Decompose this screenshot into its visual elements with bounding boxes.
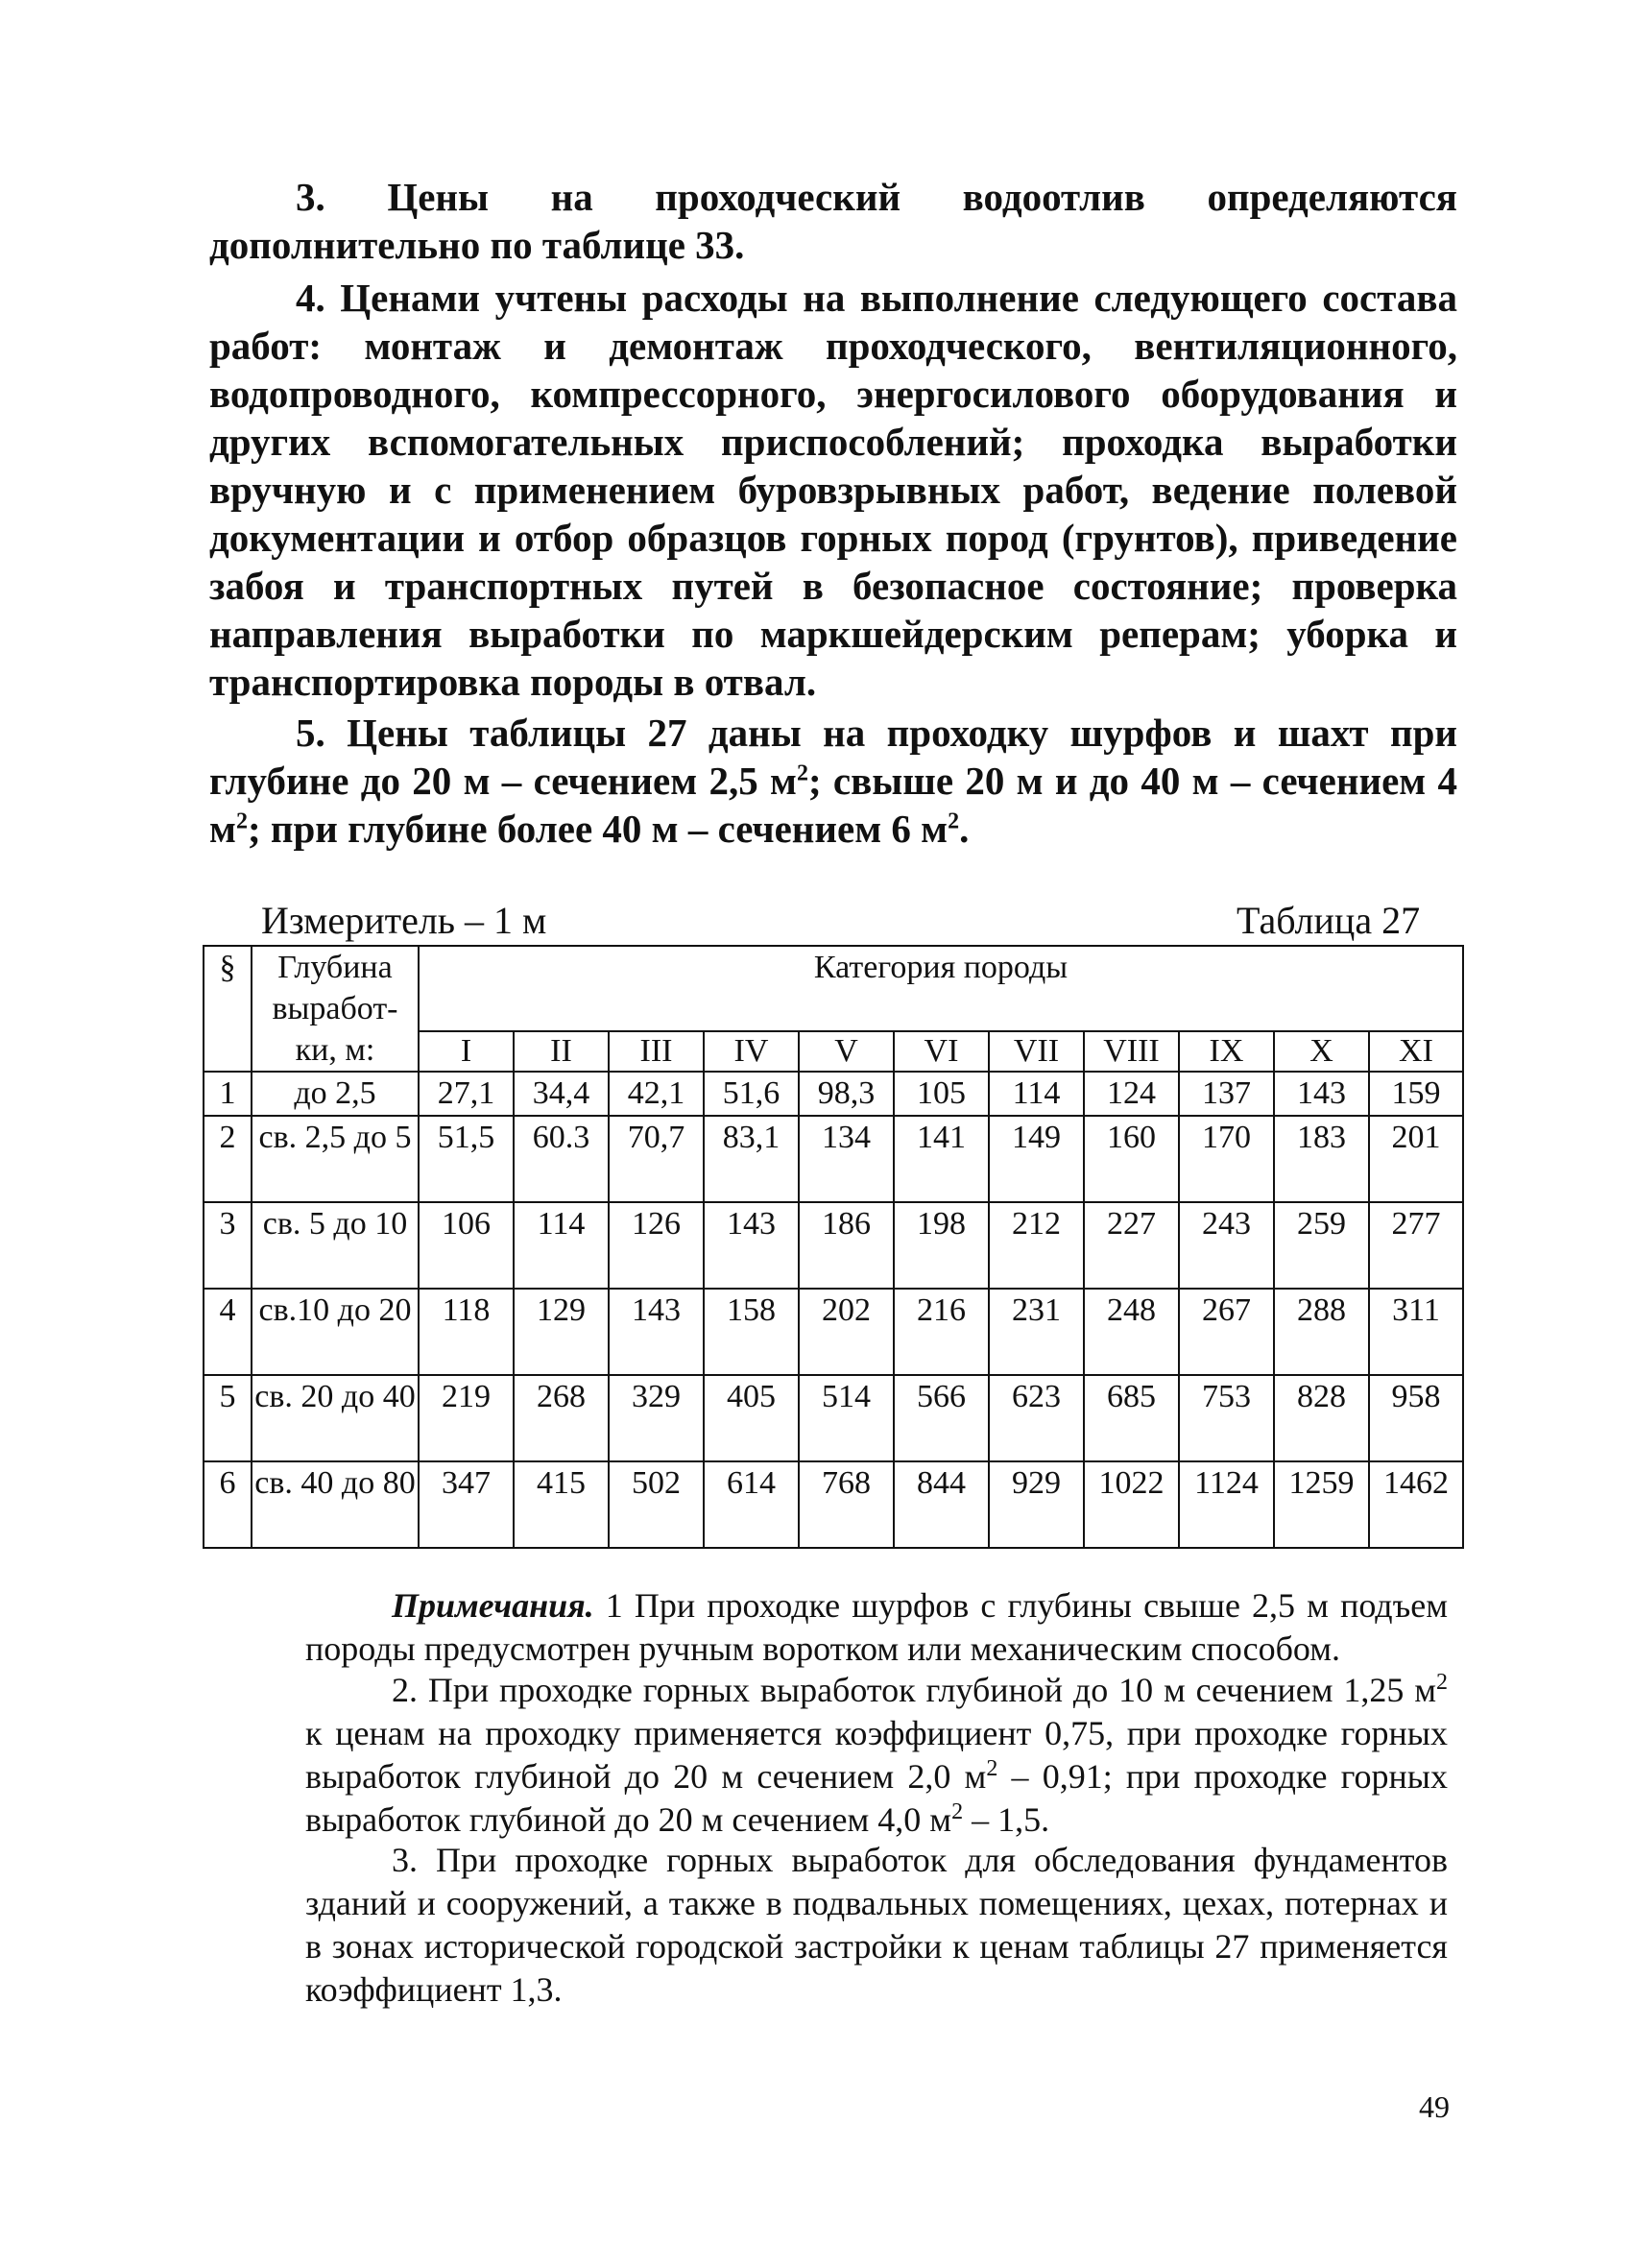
superscript: 2: [235, 808, 248, 834]
price-cell: 129: [514, 1289, 609, 1375]
category-iv: IV: [704, 1031, 799, 1072]
notes-title: Примечания.: [392, 1586, 594, 1625]
row-depth: св. 20 до 40: [252, 1375, 419, 1461]
category-iii: III: [609, 1031, 704, 1072]
category-ii: II: [514, 1031, 609, 1072]
price-cell: 1022: [1084, 1461, 1179, 1548]
note-1: [305, 1584, 1448, 1671]
table-row: [204, 1202, 1463, 1289]
note-2-part-c: – 0,91; при проходке горных выработок глубиной до 20 м сечением 4,0 м: [305, 1757, 1448, 1839]
table-number-caption: Таблица 27: [1237, 899, 1421, 942]
price-cell: 141: [894, 1116, 989, 1202]
row-index: 1: [204, 1072, 252, 1116]
price-cell: 329: [609, 1375, 704, 1461]
price-cell: 201: [1369, 1116, 1463, 1202]
row-depth: св. 5 до 10: [252, 1202, 419, 1289]
note-1-text: 1 При проходке шурфов с глубины свыше 2,5 м подъем породы предусмотрен ручным воротком или механическим способом.: [305, 1586, 1448, 1668]
row-index: 2: [204, 1116, 252, 1202]
price-cell: 347: [419, 1461, 514, 1548]
price-cell: 267: [1179, 1289, 1274, 1375]
price-cell: 159: [1369, 1072, 1463, 1116]
category-vii: VII: [989, 1031, 1084, 1072]
price-cell: 183: [1274, 1116, 1369, 1202]
header-index: §: [204, 946, 252, 1072]
price-cell: 216: [894, 1289, 989, 1375]
table-row: [204, 1461, 1463, 1548]
paragraph-5-part-a: 5. Цены таблицы 27 даны на проходку шурфов и шахт при глубине до 20 м – сечением 2,5 м: [209, 711, 1457, 803]
price-cell: 114: [514, 1202, 609, 1289]
price-cell: 137: [1179, 1072, 1274, 1116]
price-cell: 60.3: [514, 1116, 609, 1202]
price-cell: 219: [419, 1375, 514, 1461]
row-index: 6: [204, 1461, 252, 1548]
price-cell: 186: [799, 1202, 894, 1289]
price-cell: 502: [609, 1461, 704, 1548]
category-i: I: [419, 1031, 514, 1072]
note-3: 3. При проходке горных выработок для обследования фундаментов зданий и сооружений, а также в подвальных помещениях, цехах, потернах и в зонах исторической городской застройки к ценам таблицы 27 применяется коэффициент 1,3.: [305, 1841, 1448, 2009]
superscript: 2: [951, 1799, 964, 1824]
price-cell: 170: [1179, 1116, 1274, 1202]
price-cell: 143: [609, 1289, 704, 1375]
price-cell: 929: [989, 1461, 1084, 1548]
price-cell: 753: [1179, 1375, 1274, 1461]
table-header-row: [204, 946, 1463, 1031]
price-cell: 227: [1084, 1202, 1179, 1289]
price-cell: 268: [514, 1375, 609, 1461]
price-cell: 768: [799, 1461, 894, 1548]
price-cell: 42,1: [609, 1072, 704, 1116]
price-cell: 1462: [1369, 1461, 1463, 1548]
price-cell: 118: [419, 1289, 514, 1375]
price-cell: 958: [1369, 1375, 1463, 1461]
paragraph-5-part-c: ; при глубине более 40 м – сечением 6 м: [247, 807, 949, 851]
price-cell: 288: [1274, 1289, 1369, 1375]
price-cell: 149: [989, 1116, 1084, 1202]
row-index: 5: [204, 1375, 252, 1461]
paragraph-5-part-d: .: [959, 807, 970, 851]
price-cell: 114: [989, 1072, 1084, 1116]
table-row: [204, 1375, 1463, 1461]
category-viii: VIII: [1084, 1031, 1179, 1072]
table-row: [204, 1072, 1463, 1116]
page-number: 49: [1419, 2089, 1450, 2124]
header-depth: Глубина выработ-ки, м:: [252, 946, 419, 1072]
price-cell: 623: [989, 1375, 1084, 1461]
price-cell: 514: [799, 1375, 894, 1461]
paragraph-5-part-b: ; свыше 20 м и до 40 м – сечением 4 м: [209, 759, 1457, 851]
price-cell: 311: [1369, 1289, 1463, 1375]
table-unit-caption: Измеритель – 1 м: [261, 899, 547, 942]
price-cell: 202: [799, 1289, 894, 1375]
price-cell: 134: [799, 1116, 894, 1202]
category-ix: IX: [1179, 1031, 1274, 1072]
row-depth: св.10 до 20: [252, 1289, 419, 1375]
category-v: V: [799, 1031, 894, 1072]
price-cell: 160: [1084, 1116, 1179, 1202]
price-cell: 51,6: [704, 1072, 799, 1116]
price-cell: 212: [989, 1202, 1084, 1289]
table-row: [204, 1116, 1463, 1202]
superscript: 2: [796, 760, 808, 786]
price-cell: 158: [704, 1289, 799, 1375]
price-cell: 27,1: [419, 1072, 514, 1116]
paragraph-3: 3. Цены на проходческий водоотлив определяются дополнительно по таблице 33.: [209, 175, 1457, 267]
row-depth: св. 40 до 80: [252, 1461, 419, 1548]
price-cell: 105: [894, 1072, 989, 1116]
price-cell: 198: [894, 1202, 989, 1289]
price-cell: 143: [1274, 1072, 1369, 1116]
note-2-part-b: к ценам на проходку применяется коэффициент 0,75, при проходке горных выработок глубиной до 20 м сечением 2,0 м: [305, 1714, 1448, 1796]
superscript: 2: [986, 1756, 998, 1781]
category-x: X: [1274, 1031, 1369, 1072]
price-cell: 405: [704, 1375, 799, 1461]
superscript: 2: [948, 808, 960, 834]
price-cell: 83,1: [704, 1116, 799, 1202]
price-cell: 124: [1084, 1072, 1179, 1116]
price-cell: 259: [1274, 1202, 1369, 1289]
note-2: [305, 1669, 1448, 1842]
price-cell: 844: [894, 1461, 989, 1548]
table-row: [204, 1289, 1463, 1375]
header-category: Категория породы: [419, 946, 1463, 1031]
row-depth: св. 2,5 до 5: [252, 1116, 419, 1202]
price-cell: 51,5: [419, 1116, 514, 1202]
table-body: [204, 946, 1463, 1548]
superscript: 2: [1436, 1670, 1448, 1695]
row-index: 4: [204, 1289, 252, 1375]
price-cell: 614: [704, 1461, 799, 1548]
category-xi: XI: [1369, 1031, 1463, 1072]
price-cell: 70,7: [609, 1116, 704, 1202]
price-cell: 685: [1084, 1375, 1179, 1461]
price-cell: 34,4: [514, 1072, 609, 1116]
price-cell: 243: [1179, 1202, 1274, 1289]
paragraph-4: 4. Ценами учтены расходы на выполнение следующего состава работ: монтаж и демонтаж проходческого, вентиляционного, водопроводного, компрессорного, энергосилового оборудования и других вспомогательных приспособлений; проходка выработки вручную и с применением буровзрывных работ, ведение полевой документации и отбор образцов горных пород (грунтов), приведение забоя и транспортных путей в безопасное состояние; проверка направления выработки по маркшейдерским реперам; уборка и транспортировка породы в отвал.: [209, 276, 1457, 704]
price-cell: 415: [514, 1461, 609, 1548]
price-table-27: [203, 945, 1464, 1549]
paragraph-5: [209, 709, 1457, 853]
price-cell: 143: [704, 1202, 799, 1289]
price-cell: 126: [609, 1202, 704, 1289]
price-cell: 1124: [1179, 1461, 1274, 1548]
price-cell: 566: [894, 1375, 989, 1461]
price-cell: 1259: [1274, 1461, 1369, 1548]
row-depth: до 2,5: [252, 1072, 419, 1116]
row-index: 3: [204, 1202, 252, 1289]
note-2-part-d: – 1,5.: [963, 1800, 1050, 1839]
price-cell: 248: [1084, 1289, 1179, 1375]
price-cell: 277: [1369, 1202, 1463, 1289]
note-2-part-a: 2. При проходке горных выработок глубиной до 10 м сечением 1,25 м: [392, 1671, 1436, 1709]
price-cell: 231: [989, 1289, 1084, 1375]
category-vi: VI: [894, 1031, 989, 1072]
price-cell: 106: [419, 1202, 514, 1289]
price-cell: 828: [1274, 1375, 1369, 1461]
price-cell: 98,3: [799, 1072, 894, 1116]
